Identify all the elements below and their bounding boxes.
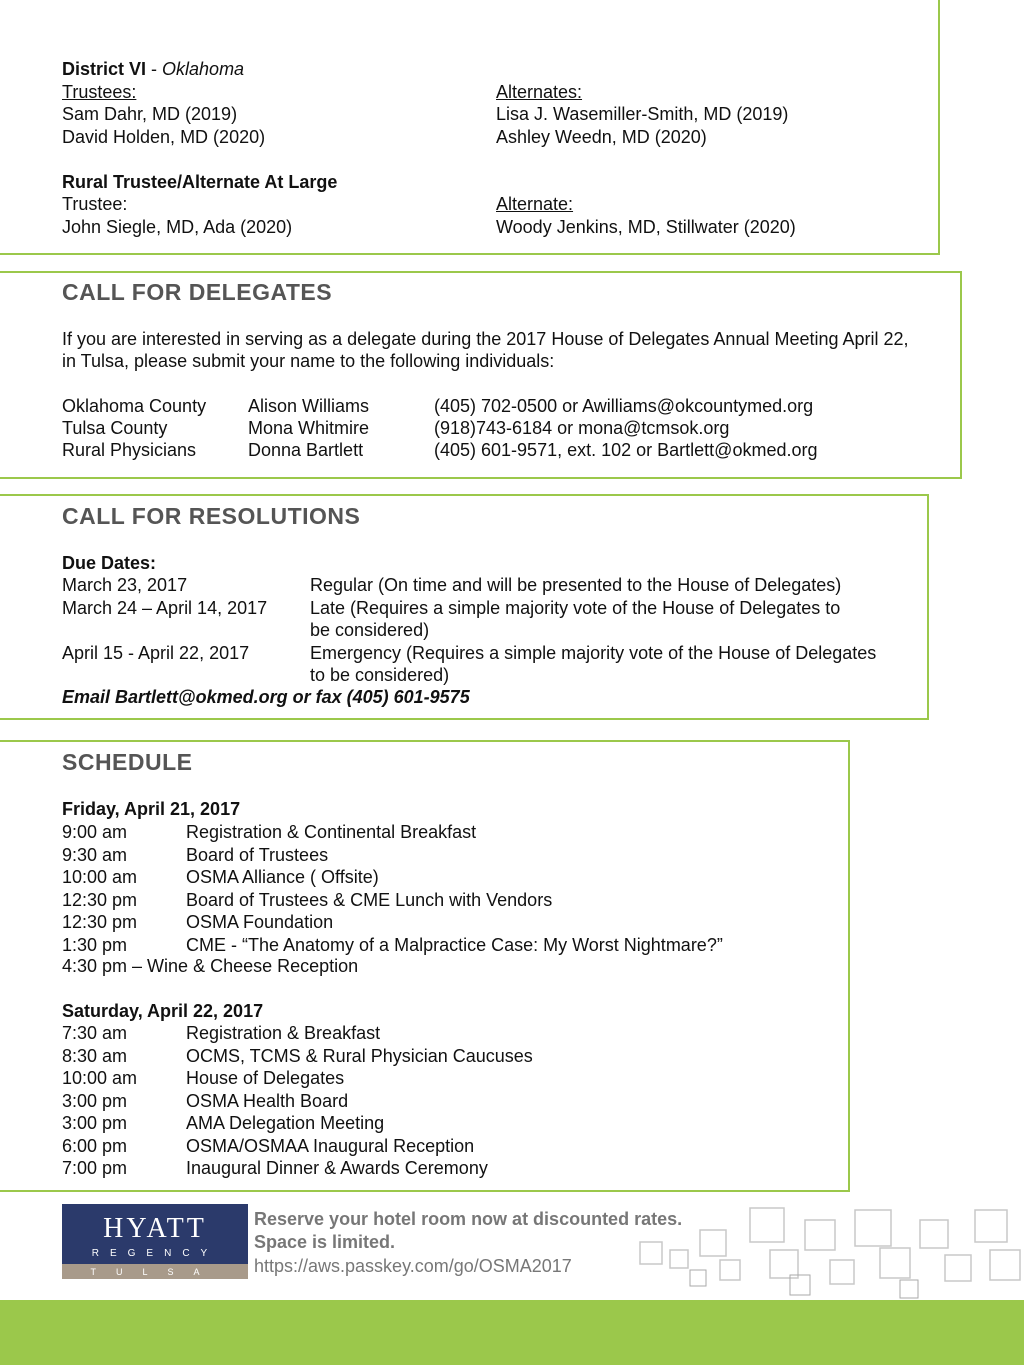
schedule-event: OSMA Health Board [186, 1090, 349, 1111]
schedule-event: OCMS, TCMS & Rural Physician Caucuses [186, 1045, 533, 1066]
schedule-event: OSMA Alliance ( Offsite) [186, 867, 379, 887]
due-dates-label: Due Dates: [62, 553, 157, 573]
trustees-label: Trustees: [62, 82, 137, 102]
contact-county: Oklahoma County [62, 396, 207, 416]
rural-alternate-name: Woody Jenkins, MD, Stillwater (2020) [496, 217, 796, 237]
resolution-desc-cont: to be considered) [310, 665, 450, 685]
resolution-desc: Emergency (Requires a simple majority vote of the House of Delegates [310, 643, 877, 663]
schedule-event: Board of Trustees & CME Lunch with Vendors [186, 889, 553, 910]
schedule-time: 12:30 pm [62, 889, 138, 910]
delegates-intro: in Tulsa, please submit your name to the following individuals: [62, 351, 555, 371]
schedule-event: OSMA/OSMAA Inaugural Reception [186, 1135, 475, 1156]
schedule-time: 7:30 am [62, 1023, 128, 1043]
rural-alternate-label: Alternate: [496, 194, 574, 214]
schedule-event: AMA Delegation Meeting [186, 1113, 385, 1133]
schedule-event: Registration & Continental Breakfast [186, 822, 477, 842]
rural-trustee-name: John Siegle, MD, Ada (2020) [62, 217, 293, 237]
alternate-name: Lisa J. Wasemiller-Smith, MD (2019) [496, 104, 789, 124]
resolution-desc: Late (Requires a simple majority vote of the House of Delegates to [310, 598, 841, 618]
contact-info: (405) 601-9571, ext. 102 or Bartlett@okmed.org [434, 440, 818, 460]
schedule-heading: SCHEDULE [62, 749, 193, 775]
schedule-time: 10:00 am [62, 1068, 138, 1088]
logo-main-text: HYATT [103, 1213, 207, 1244]
schedule-time: 3:00 pm [62, 1113, 128, 1133]
alternate-name: Ashley Weedn, MD (2020) [496, 127, 707, 147]
hotel-space-text: Space is limited. [254, 1232, 396, 1252]
schedule-time: 9:30 am [62, 844, 128, 865]
schedule-event: House of Delegates [186, 1068, 345, 1088]
rural-trustee-label: Trustee: [62, 194, 128, 214]
contact-name: Donna Bartlett [248, 440, 364, 460]
schedule-time: 7:00 pm [62, 1158, 128, 1178]
hotel-reserve-text: Reserve your hotel room now at discounted rates. [254, 1209, 683, 1229]
district-name: District VI [62, 59, 147, 79]
schedule-event: Board of Trustees [186, 844, 329, 865]
resolution-date: March 23, 2017 [62, 575, 188, 595]
schedule-time: 12:30 pm [62, 912, 138, 932]
hotel-booking-link[interactable]: https://aws.passkey.com/go/OSMA2017 [254, 1256, 572, 1276]
schedule-time: 9:00 am [62, 822, 128, 842]
friday-label: Friday, April 21, 2017 [62, 799, 241, 819]
resolution-date: April 15 - April 22, 2017 [62, 643, 250, 663]
hyatt-regency-logo [62, 1204, 248, 1279]
resolution-desc-cont: be considered) [310, 620, 430, 640]
alternates-label: Alternates: [496, 82, 583, 102]
schedule-time: 6:00 pm [62, 1135, 128, 1156]
rural-heading: Rural Trustee/Alternate At Large [62, 172, 338, 192]
contact-info: (918)743-6184 or mona@tcmsok.org [434, 418, 730, 438]
logo-city-text: TULSA [90, 1267, 220, 1277]
contact-name: Mona Whitmire [248, 418, 370, 438]
schedule-time: 10:00 am [62, 867, 138, 887]
logo-sub-text: REGENCY [91, 1248, 219, 1259]
contact-county: Tulsa County [62, 418, 168, 438]
schedule-event: Registration & Breakfast [186, 1023, 381, 1043]
delegates-heading: CALL FOR DELEGATES [62, 279, 333, 305]
schedule-event: OSMA Foundation [186, 912, 334, 932]
friday-reception: 4:30 pm – Wine & Cheese Reception [62, 956, 359, 976]
resolution-date: March 24 – April 14, 2017 [62, 598, 268, 618]
schedule-time: 1:30 pm [62, 934, 128, 955]
district-separator: - [146, 59, 163, 79]
district-state: Oklahoma [162, 59, 245, 79]
footer-bar [0, 1300, 1024, 1365]
district-title [62, 58, 244, 81]
resolutions-heading: CALL FOR RESOLUTIONS [62, 503, 361, 529]
resolution-desc: Regular (On time and will be presented to the House of Delegates) [310, 575, 842, 595]
schedule-time: 8:30 am [62, 1045, 128, 1066]
resolutions-email: Email Bartlett@okmed.org or fax (405) 601-9575 [62, 687, 470, 707]
saturday-label: Saturday, April 22, 2017 [62, 1001, 264, 1021]
trustee-name: David Holden, MD (2020) [62, 127, 266, 147]
schedule-event: CME - “The Anatomy of a Malpractice Case: My Worst Nightmare?” [186, 934, 723, 955]
decorative-squares-graphic [630, 1200, 1024, 1300]
schedule-time: 3:00 pm [62, 1090, 128, 1111]
contact-name: Alison Williams [248, 396, 370, 416]
contact-county: Rural Physicians [62, 440, 197, 460]
trustee-name: Sam Dahr, MD (2019) [62, 104, 238, 124]
delegates-intro: If you are interested in serving as a delegate during the 2017 House of Delegates Annual Meeting April 22, [62, 329, 909, 349]
contact-info: (405) 702-0500 or Awilliams@okcountymed.org [434, 396, 814, 416]
schedule-event: Inaugural Dinner & Awards Ceremony [186, 1158, 488, 1178]
